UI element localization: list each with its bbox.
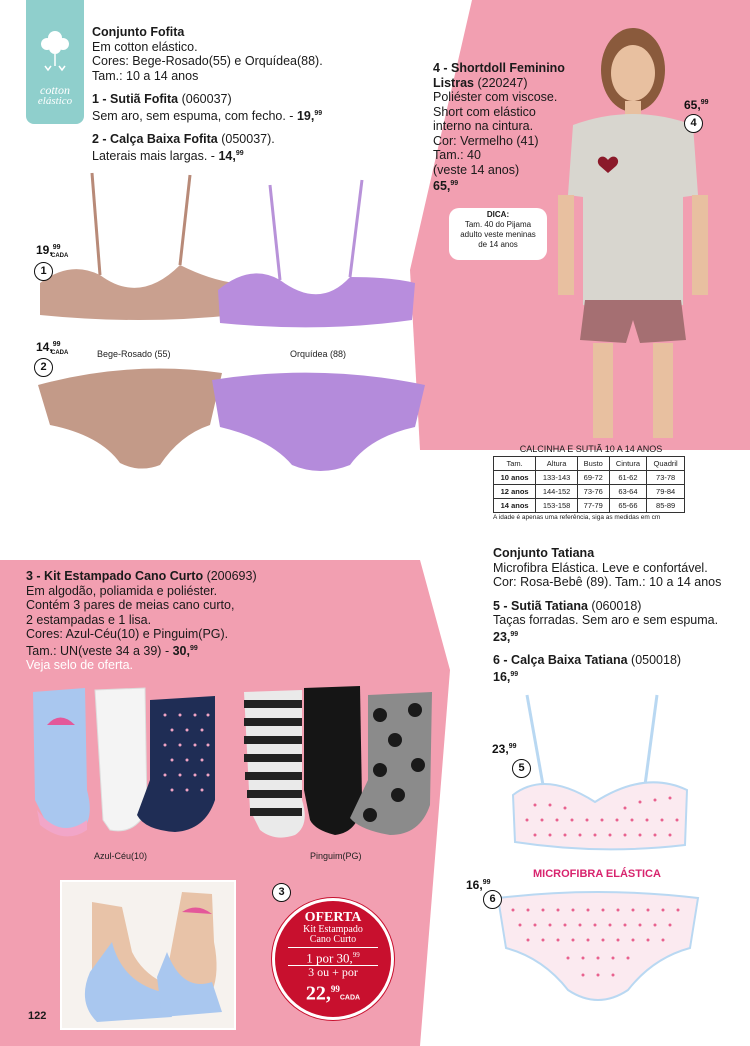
size-header-quadril: Quadril: [647, 457, 685, 471]
kit-code: (200693): [203, 569, 257, 583]
sutia-fofita-desc: Sem aro, sem espuma, com fecho. -: [92, 108, 297, 123]
price-tag-1: [36, 243, 68, 259]
socks-pinguim-image: [240, 680, 440, 850]
calca-tatiana-cents: 99: [510, 670, 519, 678]
price-4-cents: 99: [700, 99, 709, 106]
oferta-big-cents: 99: [330, 984, 340, 995]
oferta-offer1-value: 1 por 30,: [306, 950, 353, 966]
kit-line1: Em algodão, poliamida e poliéster.: [26, 583, 218, 598]
price-1-cada: CADA: [51, 253, 69, 259]
table-cell: 69-72: [577, 471, 609, 485]
size-header-altura: Altura: [536, 457, 578, 471]
table-cell: 153-158: [536, 499, 578, 513]
panty-rosa-bebe: [498, 892, 698, 1000]
dica-line2: adulto veste meninas: [460, 230, 536, 239]
size-header-busto: Busto: [577, 457, 609, 471]
table-cell: 77-79: [577, 499, 609, 513]
table-cell: 61-62: [609, 471, 647, 485]
shortdoll-line5: Tam.: 40: [433, 148, 481, 162]
kit-line3: 2 estampadas e 1 lisa.: [26, 612, 152, 627]
kit-line2: Contém 3 pares de meias cano curto,: [26, 598, 235, 612]
calca-fofita-desc: Laterais mais largas. -: [92, 148, 219, 163]
caption-pinguim: Pinguim(PG): [310, 851, 362, 861]
table-cell: 73-78: [647, 471, 685, 485]
fofita-line2: Cores: Bege-Rosado(55) e Orquídea(88).: [92, 54, 323, 68]
dica-line1: Tam. 40 do Pijama: [464, 220, 532, 229]
sock-blue: [33, 688, 90, 834]
table-cell: 73-76: [577, 485, 609, 499]
bra-orquidea: [218, 273, 415, 327]
oferta-offer1: [275, 948, 391, 965]
caption-azul-ceu: Azul-Céu(10): [94, 851, 148, 861]
price-tag-5: [492, 742, 516, 756]
page-number: 122: [28, 1010, 47, 1022]
shortdoll-line3: interno na cintura.: [433, 119, 534, 133]
table-row: [494, 499, 685, 513]
size-header-cintura: Cintura: [609, 457, 647, 471]
shortdoll-cents: 99: [450, 180, 459, 187]
tatiana-title: Conjunto Tatiana: [493, 546, 595, 560]
fofita-line3: Tam.: 10 a 14 anos: [92, 68, 199, 83]
panty-bege-rosado: [38, 369, 222, 469]
marker-5: 5: [512, 759, 531, 778]
tatiana-panty-image: [488, 890, 708, 1020]
shortdoll-line4: Cor: Vermelho (41): [433, 133, 539, 148]
sutia-fofita-price: 19,: [296, 108, 315, 123]
price-4-value: 65,: [684, 98, 701, 112]
feet-socks-photo: [62, 882, 234, 1028]
kit-line4: Cores: Azul-Céu(10) e Pinguim(PG).: [26, 627, 229, 641]
shortdoll-line2: Short com elástico: [433, 104, 536, 119]
shortdoll-top: [568, 114, 698, 310]
price-2-value: 14,: [36, 340, 53, 354]
table-cell: 10 anos: [494, 471, 536, 485]
price-2-cents: 99: [52, 341, 61, 348]
sutia-tatiana-title: 5 - Sutiã Tatiana: [493, 598, 588, 613]
oferta-sub1: Kit Estampado: [303, 924, 363, 935]
calca-fofita-price: 14,: [218, 148, 236, 163]
size-header-tam: Tam.: [494, 457, 536, 471]
sutia-fofita-code: (060037): [178, 92, 232, 106]
sutia-tatiana-price: 23,: [493, 629, 511, 644]
bra-rosa-bebe: [513, 782, 687, 849]
tatiana-line1: Microfibra Elástica. Leve e confortável.: [493, 560, 708, 575]
price-6-cents: 99: [482, 879, 491, 886]
oferta-cada: CADA: [339, 994, 361, 1002]
shortdoll-code: (220247): [474, 75, 528, 90]
dica-title: DICA:: [486, 210, 510, 219]
kit-cents: 99: [189, 644, 198, 652]
badge-line2: elástico: [37, 95, 73, 107]
size-table-header: [494, 457, 685, 471]
oferta-big: [275, 979, 391, 1009]
badge-line1: cotton: [40, 83, 70, 97]
socks-azul-ceu-image: [25, 680, 235, 845]
calca-tatiana-code: (050018): [627, 653, 682, 668]
oferta-big-value: 22,: [305, 982, 331, 1005]
shortdoll-shorts: [580, 300, 686, 343]
oferta-offer1-cents: 99: [352, 951, 360, 959]
sutia-fofita-title: 1 - Sutiã Fofita: [92, 92, 179, 106]
dica-box: [449, 208, 547, 260]
marker-2: 2: [34, 358, 53, 377]
kit-block: [26, 569, 286, 673]
marker-3: 3: [272, 883, 291, 902]
kit-title: 3 - Kit Estampado Cano Curto: [26, 569, 204, 583]
sutia-tatiana-code: (060018): [587, 598, 642, 613]
tatiana-block: [493, 546, 743, 684]
table-cell: 12 anos: [494, 485, 536, 499]
sutia-fofita-cents: 99: [314, 109, 323, 117]
price-1-value: 19,: [36, 243, 53, 257]
size-table-block: [493, 444, 689, 521]
fofita-bras-image: [30, 165, 430, 340]
shortdoll-title1: 4 - Shortdoll Feminino: [433, 61, 565, 75]
fofita-line1: Em cotton elástico.: [92, 39, 198, 54]
calca-fofita-code: (050037).: [217, 132, 275, 147]
tatiana-line2: Cor: Rosa-Bebê (89). Tam.: 10 a 14 anos: [493, 575, 722, 589]
price-5-value: 23,: [492, 742, 509, 756]
model-shortdoll-image: [548, 15, 718, 445]
oferta-seal: [272, 898, 394, 1020]
fofita-panties-image: [30, 365, 450, 480]
caption-bege-rosado: Bege-Rosado (55): [97, 349, 171, 359]
price-1-cents: 99: [52, 244, 61, 251]
size-table-note: A idade é apenas uma referência, siga as medidas em cm: [493, 514, 661, 521]
table-row: [494, 485, 685, 499]
table-cell: 14 anos: [494, 499, 536, 513]
marker-6: 6: [483, 890, 502, 909]
price-5-cents: 99: [508, 743, 517, 750]
tatiana-bra-image: [505, 690, 705, 860]
price-tag-6: [466, 878, 490, 892]
price-2-cada: CADA: [51, 350, 69, 356]
marker-4: 4: [684, 114, 703, 133]
price-tag-4: [684, 98, 708, 112]
panty-orquidea: [212, 373, 425, 471]
table-cell: 63-64: [609, 485, 647, 499]
shortdoll-line6: (veste 14 anos): [433, 162, 520, 177]
shortdoll-price: 65,: [433, 179, 451, 194]
table-cell: 144-152: [536, 485, 578, 499]
shortdoll-title2: Listras: [433, 75, 474, 90]
oferta-title: OFERTA: [304, 910, 362, 925]
kit-note: Veja selo de oferta.: [26, 658, 134, 673]
calca-fofita-cents: 99: [235, 149, 244, 157]
kit-price: 30,: [172, 643, 190, 658]
dica-line3: de 14 anos: [478, 240, 518, 249]
fofita-block: [92, 25, 342, 163]
price-6-value: 16,: [466, 878, 483, 892]
cotton-flower-icon: [26, 0, 84, 80]
table-cell: 79-84: [647, 485, 685, 499]
price-tag-2: [36, 340, 68, 356]
sock-navy-dots: [137, 696, 215, 832]
table-cell: 133-143: [536, 471, 578, 485]
table-row: [494, 471, 685, 485]
size-table-title: CALCINHA E SUTIÃ 10 A 14 ANOS: [519, 444, 663, 454]
calca-tatiana-title: 6 - Calça Baixa Tatiana: [493, 653, 628, 668]
marker-1: 1: [34, 262, 53, 281]
sutia-tatiana-desc: Taças forradas. Sem aro e sem espuma.: [493, 613, 719, 627]
calca-fofita-title: 2 - Calça Baixa Fofita: [92, 132, 218, 147]
fofita-title: Conjunto Fofita: [92, 25, 185, 39]
calca-tatiana-price: 16,: [493, 669, 511, 684]
cotton-elastico-badge: [26, 0, 84, 124]
caption-orquidea: Orquídea (88): [290, 349, 347, 359]
sutia-tatiana-cents: 99: [510, 630, 519, 638]
table-cell: 65-66: [609, 499, 647, 513]
shortdoll-line1: Poliéster com viscose.: [433, 90, 558, 104]
oferta-sub2: Cano Curto: [309, 934, 357, 945]
microfibra-label: MICROFIBRA ELÁSTICA: [533, 868, 661, 880]
size-table: [493, 456, 685, 513]
bra-bege-rosado: [40, 265, 235, 320]
table-cell: 85-89: [647, 499, 685, 513]
kit-line5: Tam.: UN(veste 34 a 39) -: [26, 643, 173, 658]
oferta-offer2: 3 ou + por: [308, 965, 358, 980]
